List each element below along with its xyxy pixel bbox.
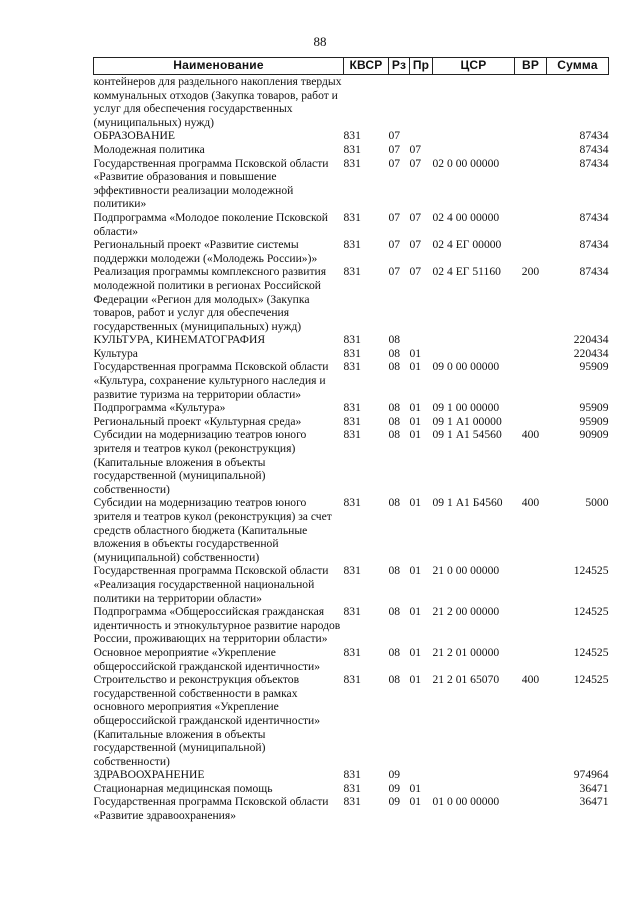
cell-name: Строительство и реконструкция объектов государственной собственности в рамках основного мероприятия «Укрепление общероссийской гражданской идентичности» (Капитальные вложения в объекты государственной (муниципальной) собственности): [93, 673, 321, 768]
cell-kvsr: 831: [343, 401, 361, 415]
cell-sum: 87434: [579, 238, 609, 252]
cell-csr: 09 1 А1 00000: [432, 414, 502, 428]
cell-kvsr: 831: [343, 210, 361, 224]
cell-sum: 36471: [579, 781, 609, 795]
cell-vr: [515, 768, 547, 782]
cell-vr: [515, 605, 547, 646]
cell-rz: 08: [388, 673, 401, 687]
cell-rz: 07: [388, 142, 401, 156]
cell-sum: 87434: [579, 210, 609, 224]
cell-vr: [515, 238, 547, 265]
budget-table: [93, 57, 609, 823]
cell-vr: [515, 157, 547, 211]
cell-name: Стационарная медицинская помощь: [93, 781, 273, 795]
table-row: [94, 605, 609, 646]
table-row: [94, 211, 609, 238]
cell-name: Государственная программа Псковской области «Развитие образования и повышение эффективности реализации молодежной политики»: [93, 156, 329, 211]
cell-vr: 400: [521, 673, 540, 687]
cell-csr: 09 1 А1 Б4560: [432, 496, 503, 510]
cell-sum: 36471: [579, 795, 609, 809]
cell-csr: 09 0 00 00000: [432, 360, 500, 374]
cell-sum: [547, 75, 609, 130]
cell-name: ЗДРАВООХРАНЕНИЕ: [93, 768, 205, 782]
table-row: [94, 646, 609, 673]
table-row: [94, 415, 609, 429]
cell-kvsr: 831: [343, 428, 361, 442]
cell-pr: 07: [409, 156, 422, 170]
cell-rz: 08: [388, 346, 401, 360]
table-row: [94, 157, 609, 211]
cell-sum: 124525: [573, 605, 609, 619]
cell-rz: 09: [388, 795, 401, 809]
cell-rz: 08: [388, 496, 401, 510]
cell-sum: 95909: [579, 414, 609, 428]
cell-kvsr: 831: [343, 238, 361, 252]
cell-csr: 21 0 00 00000: [432, 564, 500, 578]
cell-pr: [410, 768, 433, 782]
cell-rz: 07: [388, 129, 401, 143]
cell-kvsr: 831: [343, 564, 361, 578]
header-pr: Пр: [410, 58, 433, 75]
cell-csr: 02 4 ЕГ 51160: [432, 265, 501, 279]
table-row: [94, 129, 609, 143]
cell-name: Региональный проект «Культурная среда»: [93, 414, 302, 428]
cell-vr: [515, 143, 547, 157]
cell-rz: 09: [388, 768, 401, 782]
table-row: [94, 673, 609, 768]
cell-kvsr: 831: [343, 156, 361, 170]
cell-pr: 01: [409, 673, 422, 687]
cell-kvsr: 831: [343, 333, 361, 347]
cell-vr: [515, 129, 547, 143]
cell-csr: 02 0 00 00000: [432, 156, 500, 170]
cell-sum: 124525: [573, 673, 609, 687]
cell-csr: [433, 768, 515, 782]
cell-rz: 08: [388, 401, 401, 415]
cell-pr: 07: [409, 238, 422, 252]
cell-vr: [515, 415, 547, 429]
page-number: 88: [313, 34, 327, 49]
cell-name: контейнеров для раздельного накопления твердых коммунальных отходов (Закупка товаров, работ и услуг для обеспечения государственных (муниципальных) нужд): [93, 75, 342, 129]
cell-pr: 01: [409, 795, 422, 809]
table-header-row: [94, 58, 609, 75]
table-row: [94, 401, 609, 415]
cell-kvsr: 831: [343, 360, 361, 374]
cell-name: Государственная программа Псковской области «Реализация государственной национальной политики на территории области»: [93, 564, 329, 605]
cell-rz: 08: [388, 645, 401, 659]
cell-rz: 09: [388, 781, 401, 795]
header-csr: ЦСР: [433, 58, 515, 75]
cell-sum: 95909: [579, 401, 609, 415]
cell-name: ОБРАЗОВАНИЕ: [93, 129, 175, 143]
cell-sum: 87434: [579, 265, 609, 279]
cell-pr: 01: [409, 360, 422, 374]
cell-csr: 21 2 00 00000: [432, 605, 500, 619]
cell-pr: 01: [409, 428, 422, 442]
header-name: Наименование: [94, 58, 344, 75]
cell-sum: 220434: [573, 333, 609, 347]
cell-kvsr: [344, 75, 389, 130]
cell-rz: 07: [388, 265, 401, 279]
cell-vr: [515, 782, 547, 796]
cell-csr: [433, 333, 515, 347]
cell-kvsr: 831: [343, 673, 361, 687]
cell-vr: [515, 401, 547, 415]
cell-rz: 08: [388, 564, 401, 578]
cell-pr: 07: [409, 142, 422, 156]
cell-name: Культура: [93, 346, 138, 360]
cell-vr: [515, 333, 547, 347]
cell-rz: 08: [388, 605, 401, 619]
cell-vr: [515, 347, 547, 361]
cell-name: Подпрограмма «Молодое поколение Псковской области»: [93, 210, 328, 238]
table-row: [94, 75, 609, 130]
cell-vr: 400: [521, 428, 540, 442]
cell-vr: 400: [521, 496, 540, 510]
cell-vr: [515, 564, 547, 605]
cell-name: Подпрограмма «Культура»: [93, 401, 226, 415]
table-row: [94, 238, 609, 265]
cell-rz: 08: [388, 333, 401, 347]
cell-rz: 07: [388, 210, 401, 224]
cell-name: Субсидии на модернизацию театров юного зрителя и театров кукол (реконструкция) (Капитальные вложения в объекты государственной (муниципальной) собственности): [93, 428, 307, 496]
cell-pr: [410, 75, 433, 130]
table-row: [94, 347, 609, 361]
cell-kvsr: 831: [343, 795, 361, 809]
cell-rz: 08: [388, 428, 401, 442]
cell-kvsr: 831: [343, 605, 361, 619]
cell-csr: 02 4 ЕГ 00000: [432, 238, 502, 252]
cell-name: Государственная программа Псковской области «Развитие здравоохранения»: [93, 795, 329, 823]
cell-sum: 124525: [573, 564, 609, 578]
cell-kvsr: 831: [343, 496, 361, 510]
table-row: [94, 782, 609, 796]
cell-kvsr: 831: [343, 265, 361, 279]
cell-pr: 07: [409, 265, 422, 279]
cell-pr: 01: [409, 414, 422, 428]
cell-pr: 01: [409, 496, 422, 510]
header-kvsr: КВСР: [344, 58, 389, 75]
cell-sum: 87434: [579, 156, 609, 170]
cell-csr: [433, 347, 515, 361]
cell-name: Основное мероприятие «Укрепление общероссийской гражданской идентичности»: [93, 645, 321, 673]
cell-name: Государственная программа Псковской области «Культура, сохранение культурного наследия и развитие туризма на территории области»: [93, 360, 329, 401]
cell-pr: [410, 333, 433, 347]
cell-name: КУЛЬТУРА, КИНЕМАТОГРАФИЯ: [93, 333, 266, 347]
cell-kvsr: 831: [343, 781, 361, 795]
cell-sum: 5000: [585, 496, 609, 510]
cell-pr: 01: [409, 346, 422, 360]
cell-csr: [433, 75, 515, 130]
cell-vr: [515, 360, 547, 401]
cell-name: Региональный проект «Развитие системы поддержки молодежи («Молодежь России»)»: [93, 238, 318, 265]
cell-rz: 08: [388, 414, 401, 428]
table-row: [94, 143, 609, 157]
cell-csr: 21 2 01 00000: [432, 645, 500, 659]
header-vr: ВР: [515, 58, 547, 75]
cell-sum: 87434: [579, 129, 609, 143]
cell-sum: 220434: [573, 346, 609, 360]
cell-rz: 07: [388, 238, 401, 252]
table-row: [94, 265, 609, 333]
cell-name: Подпрограмма «Общероссийская гражданская идентичность и этнокультурное развитие народов России, проживающих на территории области»: [93, 605, 341, 646]
cell-rz: 07: [388, 156, 401, 170]
cell-pr: 01: [409, 645, 422, 659]
cell-csr: [433, 129, 515, 143]
cell-vr: [515, 211, 547, 238]
cell-kvsr: 831: [343, 768, 361, 782]
cell-csr: 01 0 00 00000: [432, 795, 500, 809]
cell-sum: 90909: [579, 428, 609, 442]
cell-kvsr: 831: [343, 142, 361, 156]
cell-vr: 200: [521, 265, 540, 279]
cell-sum: 974964: [573, 768, 609, 782]
cell-rz: [389, 75, 410, 130]
cell-kvsr: 831: [343, 645, 361, 659]
table-row: [94, 360, 609, 401]
cell-pr: [410, 129, 433, 143]
cell-kvsr: 831: [343, 346, 361, 360]
cell-sum: 95909: [579, 360, 609, 374]
cell-csr: 21 2 01 65070: [432, 673, 500, 687]
cell-name: Молодежная политика: [93, 142, 205, 156]
table-row: [94, 795, 609, 822]
cell-pr: 01: [409, 605, 422, 619]
cell-name: Субсидии на модернизацию театров юного зрителя и театров кукол (реконструкция) за счет средств областного бюджета (Капитальные вложения в объекты государственной (муниципальной) собственности): [93, 496, 332, 564]
cell-rz: 08: [388, 360, 401, 374]
cell-pr: 01: [409, 401, 422, 415]
cell-vr: [515, 75, 547, 130]
cell-vr: [515, 795, 547, 822]
table-row: [94, 564, 609, 605]
cell-csr: 02 4 00 00000: [432, 210, 500, 224]
cell-vr: [515, 646, 547, 673]
cell-kvsr: 831: [343, 414, 361, 428]
table-row: [94, 333, 609, 347]
cell-csr: [433, 782, 515, 796]
table-row: [94, 768, 609, 782]
header-sum: Сумма: [547, 58, 609, 75]
cell-pr: 07: [409, 210, 422, 224]
header-rz: Рз: [389, 58, 410, 75]
cell-pr: 01: [409, 781, 422, 795]
cell-csr: 09 1 А1 54560: [432, 428, 502, 442]
cell-name: Реализация программы комплексного развития молодежной политики в регионах Российской Федерации «Регион для молодых» (Закупка товаров, работ и услуг для обеспечения государственных (муниципальных) нужд): [93, 265, 327, 333]
cell-kvsr: 831: [343, 129, 361, 143]
table-row: [94, 428, 609, 496]
cell-csr: [433, 143, 515, 157]
cell-sum: 124525: [573, 645, 609, 659]
cell-csr: 09 1 00 00000: [432, 401, 500, 415]
cell-sum: 87434: [579, 142, 609, 156]
cell-pr: 01: [409, 564, 422, 578]
table-row: [94, 496, 609, 564]
